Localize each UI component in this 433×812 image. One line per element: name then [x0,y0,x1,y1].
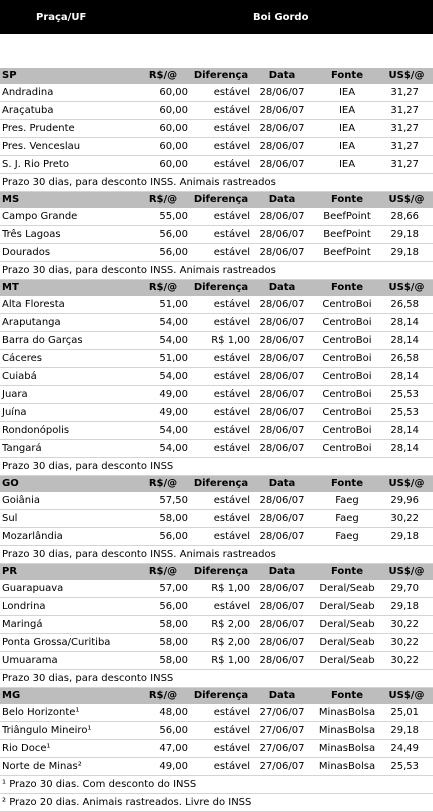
table-row [0,156,433,174]
section-table-go [0,476,433,564]
cell-fonte: IEA [314,120,380,138]
cell-usd: 25,53 [380,404,433,422]
cell-data: 27/06/07 [250,740,314,758]
cell-name: Ponta Grossa/Curitiba [0,634,134,652]
column-header-data: Data [250,68,314,84]
cell-fonte: IEA [314,102,380,120]
cell-name: Alta Floresta [0,296,134,314]
column-header-fonte: Fonte [314,476,380,492]
column-header-rs: R$/@ [134,564,192,580]
section-table-mg [0,688,433,812]
cell-dif: estável [192,84,250,102]
cell-usd: 25,01 [380,704,433,722]
cell-data: 28/06/07 [250,226,314,244]
cell-dif: R$ 2,00 [192,634,250,652]
cell-usd: 31,27 [380,138,433,156]
table-row [0,598,433,616]
cell-rs: 57,50 [134,492,192,510]
cell-rs: 60,00 [134,120,192,138]
cell-dif: estável [192,120,250,138]
cell-rs: 54,00 [134,440,192,458]
cell-data: 28/06/07 [250,102,314,120]
cell-rs: 51,00 [134,296,192,314]
table-row [0,102,433,120]
cell-dif: estável [192,404,250,422]
cell-fonte: MinasBolsa [314,704,380,722]
cell-dif: estável [192,598,250,616]
cell-dif: estável [192,722,250,740]
cell-fonte: CentroBoi [314,440,380,458]
cell-dif: estável [192,138,250,156]
cell-usd: 29,18 [380,244,433,262]
cell-usd: 31,27 [380,156,433,174]
cell-fonte: Deral/Seab [314,652,380,670]
section-table-pr [0,564,433,688]
cell-data: 28/06/07 [250,404,314,422]
cell-data: 28/06/07 [250,332,314,350]
state-code: MS [0,192,134,208]
table-row [0,580,433,598]
cell-dif: estável [192,350,250,368]
cell-dif: estável [192,510,250,528]
cell-usd: 28,14 [380,440,433,458]
table-row [0,226,433,244]
cell-data: 27/06/07 [250,704,314,722]
cell-fonte: BeefPoint [314,226,380,244]
cell-name: Andradina [0,84,134,102]
cell-fonte: CentroBoi [314,314,380,332]
cell-data: 28/06/07 [250,120,314,138]
state-code: GO [0,476,134,492]
table-row [0,528,433,546]
cell-name: Rondonópolis [0,422,134,440]
cell-usd: 29,18 [380,226,433,244]
note-text: Prazo 30 dias, para desconto INSS [0,458,433,476]
cell-name: Pres. Venceslau [0,138,134,156]
section-table-sp [0,68,433,192]
section-note [0,794,433,812]
cell-fonte: CentroBoi [314,350,380,368]
cell-name: Belo Horizonte¹ [0,704,134,722]
cell-dif: estável [192,156,250,174]
cell-fonte: IEA [314,156,380,174]
cell-fonte: CentroBoi [314,368,380,386]
column-header-fonte: Fonte [314,68,380,84]
cell-dif: estável [192,386,250,404]
praca-uf-heading: Praça/UF [36,12,87,23]
cell-fonte: MinasBolsa [314,722,380,740]
cell-data: 28/06/07 [250,634,314,652]
cell-data: 28/06/07 [250,386,314,404]
cell-fonte: Deral/Seab [314,634,380,652]
section-table-mt [0,280,433,476]
cell-name: Sul [0,510,134,528]
cell-name: Goiânia [0,492,134,510]
table-row [0,296,433,314]
cell-data: 27/06/07 [250,722,314,740]
cell-fonte: CentroBoi [314,404,380,422]
column-header-usd: US$/@ [380,68,433,84]
table-row [0,440,433,458]
cell-usd: 29,18 [380,722,433,740]
cell-fonte: IEA [314,84,380,102]
table-row [0,422,433,440]
cell-rs: 58,00 [134,634,192,652]
column-header-fonte: Fonte [314,688,380,704]
cell-fonte: Deral/Seab [314,580,380,598]
cell-dif: estável [192,314,250,332]
cell-rs: 47,00 [134,740,192,758]
column-header-fonte: Fonte [314,192,380,208]
column-header-dif: Diferença [192,476,250,492]
cell-rs: 58,00 [134,616,192,634]
cell-fonte: MinasBolsa [314,740,380,758]
cell-data: 28/06/07 [250,138,314,156]
cell-name: Cáceres [0,350,134,368]
cell-rs: 57,00 [134,580,192,598]
table-row [0,492,433,510]
cell-fonte: Faeg [314,492,380,510]
cell-usd: 30,22 [380,510,433,528]
cell-rs: 54,00 [134,314,192,332]
column-header-dif: Diferença [192,280,250,296]
table-row [0,386,433,404]
cell-dif: estável [192,758,250,776]
cell-dif: estável [192,704,250,722]
cell-name: S. J. Rio Preto [0,156,134,174]
cell-rs: 60,00 [134,84,192,102]
cell-fonte: BeefPoint [314,208,380,226]
column-header-fonte: Fonte [314,280,380,296]
cell-data: 28/06/07 [250,84,314,102]
cell-name: Araçatuba [0,102,134,120]
cell-fonte: CentroBoi [314,296,380,314]
cell-name: Tangará [0,440,134,458]
cell-data: 28/06/07 [250,440,314,458]
column-header-data: Data [250,564,314,580]
cell-rs: 56,00 [134,244,192,262]
cell-data: 28/06/07 [250,616,314,634]
cell-fonte: CentroBoi [314,386,380,404]
cell-usd: 28,14 [380,368,433,386]
cell-dif: R$ 1,00 [192,580,250,598]
cell-rs: 60,00 [134,138,192,156]
column-header-usd: US$/@ [380,688,433,704]
cell-usd: 31,27 [380,102,433,120]
table-row [0,616,433,634]
section-note [0,670,433,688]
cell-usd: 28,14 [380,332,433,350]
column-header-rs: R$/@ [134,192,192,208]
column-header-rs: R$/@ [134,688,192,704]
cell-usd: 26,58 [380,296,433,314]
cell-usd: 28,14 [380,314,433,332]
column-header-fonte: Fonte [314,564,380,580]
column-header-dif: Diferença [192,688,250,704]
cell-rs: 55,00 [134,208,192,226]
column-header-data: Data [250,192,314,208]
cell-fonte: MinasBolsa [314,758,380,776]
cell-usd: 29,70 [380,580,433,598]
cell-fonte: Deral/Seab [314,616,380,634]
section-header [0,192,433,208]
table-row [0,314,433,332]
cell-usd: 31,27 [380,120,433,138]
cell-name: Barra do Garças [0,332,134,350]
cell-rs: 60,00 [134,102,192,120]
column-header-dif: Diferença [192,192,250,208]
column-header-dif: Diferença [192,68,250,84]
column-header-data: Data [250,280,314,296]
section-note [0,546,433,564]
note-text: Prazo 30 dias, para desconto INSS. Animais rastreados [0,546,433,564]
cell-usd: 30,22 [380,634,433,652]
cell-data: 27/06/07 [250,758,314,776]
cell-data: 28/06/07 [250,652,314,670]
cell-data: 28/06/07 [250,528,314,546]
cell-data: 28/06/07 [250,208,314,226]
cell-data: 28/06/07 [250,510,314,528]
cell-usd: 26,58 [380,350,433,368]
cell-dif: estável [192,368,250,386]
cell-rs: 60,00 [134,156,192,174]
cell-data: 28/06/07 [250,492,314,510]
table-row [0,350,433,368]
cell-usd: 31,27 [380,84,433,102]
cell-name: Dourados [0,244,134,262]
cell-rs: 58,00 [134,510,192,528]
cell-name: Maringá [0,616,134,634]
cell-dif: estável [192,296,250,314]
cell-dif: R$ 2,00 [192,616,250,634]
cell-usd: 25,53 [380,386,433,404]
section-table-ms [0,192,433,280]
cell-fonte: CentroBoi [314,332,380,350]
cell-usd: 29,18 [380,528,433,546]
cell-data: 28/06/07 [250,156,314,174]
cell-fonte: CentroBoi [314,422,380,440]
cell-dif: estável [192,244,250,262]
table-row [0,704,433,722]
table-title-bar [0,0,433,34]
cell-rs: 56,00 [134,226,192,244]
column-header-data: Data [250,476,314,492]
cell-rs: 54,00 [134,422,192,440]
table-row [0,722,433,740]
cell-usd: 28,66 [380,208,433,226]
cell-rs: 58,00 [134,652,192,670]
cell-name: Triângulo Mineiro¹ [0,722,134,740]
cell-name: Juara [0,386,134,404]
boi-gordo-heading: Boi Gordo [253,12,309,23]
note-text: Prazo 30 dias, para desconto INSS. Animais rastreados [0,262,433,280]
note-text: ¹ Prazo 30 dias. Com desconto do INSS [0,776,433,794]
cell-data: 28/06/07 [250,368,314,386]
note-text: Prazo 30 dias, para desconto INSS. Animais rastreados [0,174,433,192]
table-row [0,758,433,776]
section-note [0,458,433,476]
cell-name: Londrina [0,598,134,616]
cell-dif: estável [192,440,250,458]
cell-rs: 56,00 [134,722,192,740]
cell-data: 28/06/07 [250,422,314,440]
table-row [0,510,433,528]
cell-data: 28/06/07 [250,580,314,598]
table-row [0,740,433,758]
cell-usd: 29,96 [380,492,433,510]
cell-fonte: IEA [314,138,380,156]
column-header-usd: US$/@ [380,192,433,208]
section-note [0,174,433,192]
cell-rs: 56,00 [134,598,192,616]
state-code: SP [0,68,134,84]
cell-dif: R$ 1,00 [192,652,250,670]
cell-name: Norte de Minas² [0,758,134,776]
section-header [0,564,433,580]
cell-rs: 49,00 [134,386,192,404]
cell-rs: 54,00 [134,332,192,350]
table-row [0,634,433,652]
cell-fonte: Faeg [314,528,380,546]
cell-name: Cuiabá [0,368,134,386]
cell-dif: estável [192,208,250,226]
table-row [0,368,433,386]
column-header-rs: R$/@ [134,476,192,492]
cell-name: Guarapuava [0,580,134,598]
cell-name: Araputanga [0,314,134,332]
table-row [0,404,433,422]
table-row [0,652,433,670]
price-sections [0,68,433,812]
cell-fonte: BeefPoint [314,244,380,262]
state-code: PR [0,564,134,580]
table-row [0,84,433,102]
cell-usd: 30,22 [380,616,433,634]
section-header [0,280,433,296]
column-header-usd: US$/@ [380,476,433,492]
column-header-dif: Diferença [192,564,250,580]
cell-usd: 30,22 [380,652,433,670]
cell-rs: 49,00 [134,404,192,422]
note-text: ² Prazo 20 dias. Animais rastreados. Livre do INSS [0,794,433,812]
cell-rs: 49,00 [134,758,192,776]
cell-dif: estável [192,422,250,440]
cell-data: 28/06/07 [250,314,314,332]
section-header [0,688,433,704]
column-header-rs: R$/@ [134,68,192,84]
cell-name: Três Lagoas [0,226,134,244]
cell-dif: estável [192,740,250,758]
state-code: MT [0,280,134,296]
table-row [0,244,433,262]
cell-dif: estável [192,102,250,120]
table-row [0,208,433,226]
column-header-usd: US$/@ [380,564,433,580]
cell-fonte: Deral/Seab [314,598,380,616]
table-row [0,332,433,350]
cell-rs: 48,00 [134,704,192,722]
column-header-data: Data [250,688,314,704]
section-header [0,476,433,492]
cell-rs: 51,00 [134,350,192,368]
cell-dif: R$ 1,00 [192,332,250,350]
note-text: Prazo 30 dias, para desconto INSS [0,670,433,688]
section-header [0,68,433,84]
cell-dif: estável [192,492,250,510]
cell-usd: 28,14 [380,422,433,440]
column-header-usd: US$/@ [380,280,433,296]
section-note [0,262,433,280]
state-code: MG [0,688,134,704]
cell-data: 28/06/07 [250,296,314,314]
column-header-rs: R$/@ [134,280,192,296]
cell-usd: 24,49 [380,740,433,758]
cell-name: Mozarlândia [0,528,134,546]
cell-dif: estável [192,528,250,546]
cell-name: Juína [0,404,134,422]
cell-rs: 54,00 [134,368,192,386]
table-row [0,138,433,156]
cell-fonte: Faeg [314,510,380,528]
cell-data: 28/06/07 [250,244,314,262]
cell-name: Rio Doce¹ [0,740,134,758]
cell-dif: estável [192,226,250,244]
table-row [0,120,433,138]
cell-data: 28/06/07 [250,350,314,368]
cell-name: Campo Grande [0,208,134,226]
cell-rs: 56,00 [134,528,192,546]
cell-name: Umuarama [0,652,134,670]
cell-name: Pres. Prudente [0,120,134,138]
cell-usd: 25,53 [380,758,433,776]
cell-usd: 29,18 [380,598,433,616]
cell-data: 28/06/07 [250,598,314,616]
